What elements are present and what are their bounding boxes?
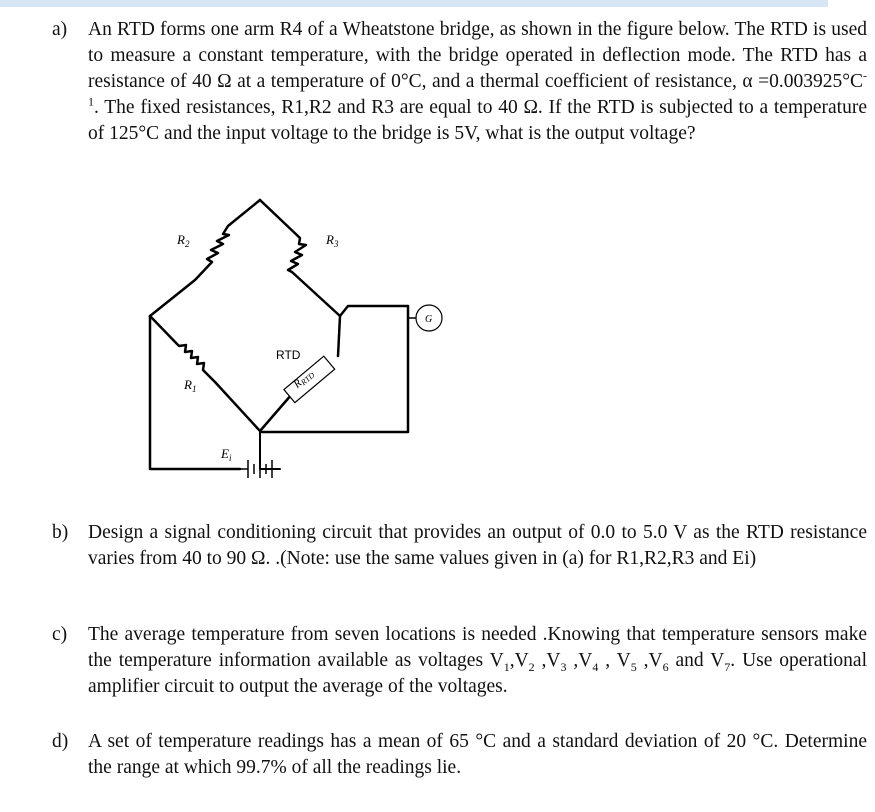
r2-resistor [150,200,260,316]
rtd-arm-lower [260,394,292,431]
question-b-text: Design a signal conditioning circuit that provides an output of 0.0 to 5.0 V as the RTD resistance varies from 40 to 90 Ω. .(Note: use the same values given in (a) for R1,R2,R3 and Ei) [88,522,867,569]
battery-source [240,460,280,478]
source-wire-right [260,431,280,469]
r1-label: $R_1$ [184,377,197,394]
question-a-text: An RTD forms one arm R4 of a Wheatstone bridge, as shown in the figure below. The RTD is used to measure a constant temperature, with the bridge operated in deflection mode. The RTD has a resistance of 40 Ω at a temperature of 0°C, and a thermal coefficient of resistance, $\alpha =0.003925^\circ C^{-1}$. The fixed resistances, R1,R2 and R3 are equal to 40 Ω. If the RTD is subjected to a temperature of 125°C and the input voltage to the bridge is 5V, what is the output voltage? [88,19,867,144]
question-d-label: d) [52,731,69,752]
rtd-label: RTD [276,348,301,362]
galvanometer-label: G [425,314,433,325]
top-highlight-bar [0,0,828,7]
source-label: $E_i$ [221,446,232,463]
question-c-label: c) [52,624,68,645]
r1-resistor [150,316,260,431]
question-d-text: A set of temperature readings has a mean of 65 °C and a standard deviation of 20 °C. Determine the range at which 99.7% of all the readings lie. [88,731,867,778]
question-b-label: b) [52,522,69,543]
rtd-arm-upper [338,316,340,356]
r3-label: $R_3$ [326,232,339,249]
question-a-label: a) [52,19,68,40]
rrtd-label: RRTD [291,370,317,391]
question-c-text: The average temperature from seven locations is needed .Knowing that temperature sensors make the temperature information available as voltages $V_1,V_2$ $,V_3$ $,V_4$ , $V_5$ $,V_6$ and $V_7$. Use operational amplifier circuit to output the average of the voltages. [88,624,867,697]
r3-resistor [260,200,340,316]
wheatstone-bridge-figure [130,188,460,488]
r2-label: $R_2$ [177,232,190,249]
